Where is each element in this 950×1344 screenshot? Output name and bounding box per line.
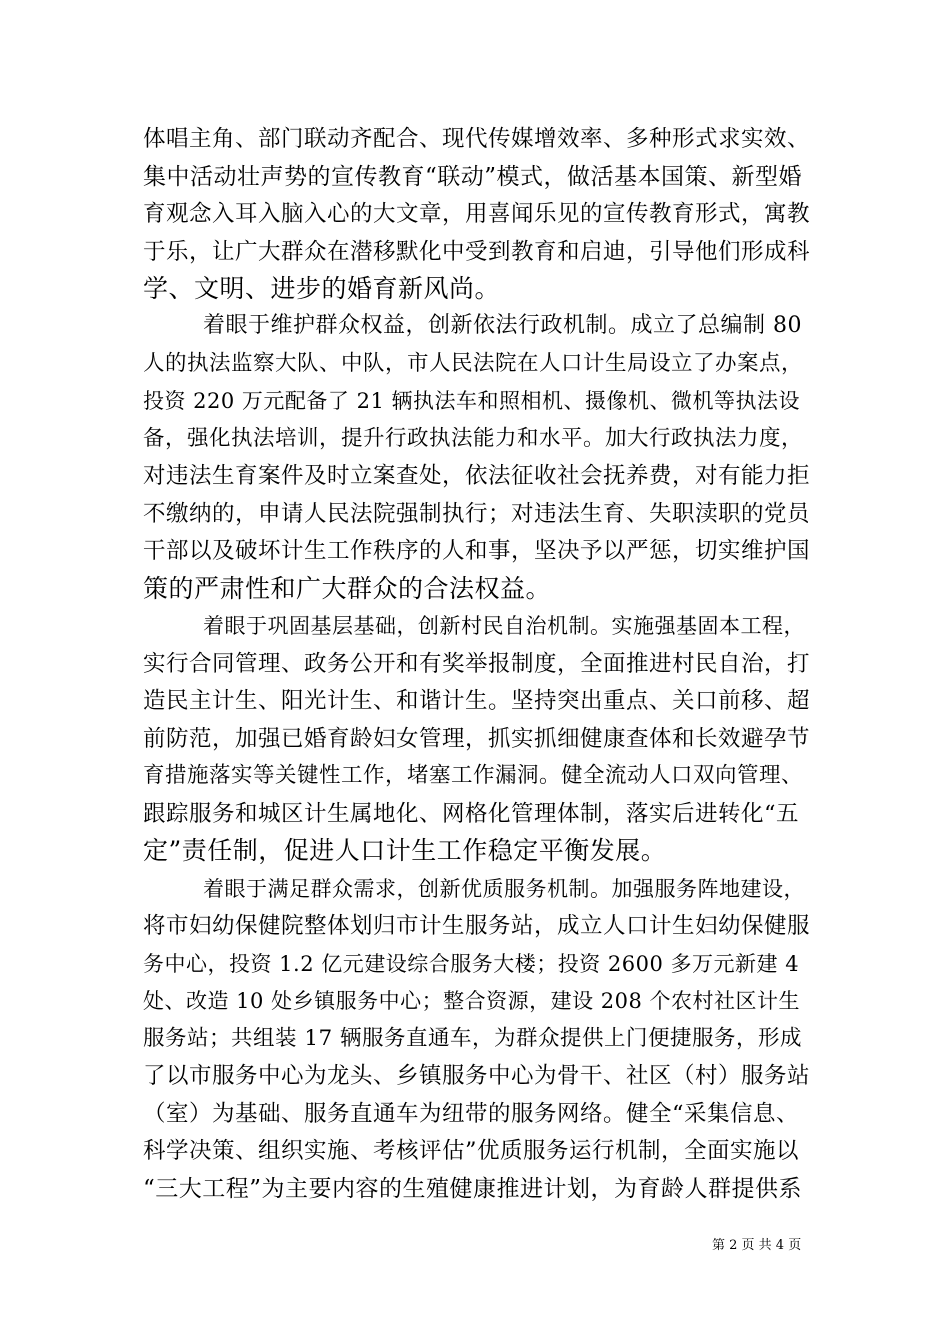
text-line: 造民主计生、阳光计生、和谐计生。坚持突出重点、关口前移、超 bbox=[143, 688, 811, 714]
text-line: 前防范，加强已婚育龄妇女管理，抓实抓细健康查体和长效避孕节 bbox=[143, 726, 811, 752]
text-line: 将市妇幼保健院整体划归市计生服务站，成立人口计生妇幼保健服 bbox=[143, 913, 811, 939]
text-line: 投资 220 万元配备了 21 辆执法车和照相机、摄像机、微机等执法设 bbox=[143, 389, 801, 413]
text-line: 人的执法监察大队、中队，市人民法院在人口计生局设立了办案点， bbox=[143, 351, 804, 376]
text-line: 实行合同管理、政务公开和有奖举报制度，全面推进村民自治，打 bbox=[143, 651, 811, 677]
text-line: 学、文明、进步的婚育新风尚。 bbox=[143, 274, 501, 303]
text-line: 对违法生育案件及时立案查处，依法征收社会抚养费，对有能力拒 bbox=[143, 463, 811, 489]
paragraph-first-line: 着眼于满足群众需求，创新优质服务机制。加强服务阵地建设， bbox=[203, 877, 805, 901]
text-line: 体唱主角、部门联动齐配合、现代传媒增效率、多种形式求实效、 bbox=[143, 126, 811, 152]
text-line: 处、改造 10 处乡镇服务中心；整合资源，建设 208 个农村社区计生 bbox=[143, 989, 801, 1013]
text-line: 备，强化执法培训，提升行政执法能力和水平。加大行政执法力度， bbox=[143, 426, 804, 451]
text-line: 育措施落实等关键性工作，堵塞工作漏洞。健全流动人口双向管理、 bbox=[143, 763, 804, 788]
text-line: 策的严肃性和广大群众的合法权益。 bbox=[143, 574, 552, 603]
paragraph-first-line: 着眼于巩固基层基础，创新村民自治机制。实施强基固本工程， bbox=[203, 614, 805, 638]
text-line: “三大工程”为主要内容的生殖健康推进计划，为育龄人群提供系 bbox=[143, 1176, 803, 1202]
text-line: 集中活动壮声势的宣传教育“联动”模式，做活基本国策、新型婚 bbox=[143, 164, 803, 190]
text-line: 了以市服务中心为龙头、乡镇服务中心为骨干、社区（村）服务站 bbox=[143, 1063, 811, 1089]
paragraph-first-line: 着眼于维护群众权益，创新依法行政机制。成立了总编制 80 bbox=[203, 313, 802, 338]
text-line: 务中心，投资 1.2 亿元建设综合服务大楼；投资 2600 多万元新建 4 bbox=[143, 952, 800, 976]
text-line: 跟踪服务和城区计生属地化、网格化管理体制，落实后进转化“五 bbox=[143, 801, 800, 827]
text-line: 育观念入耳入脑入心的大文章，用喜闻乐见的宣传教育形式，寓教 bbox=[143, 201, 811, 227]
text-line: 干部以及破坏计生工作秩序的人和事，坚决予以严惩，切实维护国 bbox=[143, 538, 811, 564]
text-line: 定”责任制，促进人口计生工作稳定平衡发展。 bbox=[143, 836, 667, 865]
page-number: 第 2 页 共 4 页 bbox=[712, 1238, 802, 1253]
text-line: （室）为基础、服务直通车为纽带的服务网络。健全“采集信息、 bbox=[143, 1101, 800, 1127]
text-line: 服务站；共组装 17 辆服务直通车，为群众提供上门便捷服务，形成 bbox=[143, 1026, 803, 1051]
text-line: 于乐，让广大群众在潜移默化中受到教育和启迪，引导他们形成科 bbox=[143, 239, 811, 265]
text-line: 不缴纳的，申请人民法院强制执行；对违法生育、失职渎职的党员 bbox=[143, 501, 811, 527]
text-line: 科学决策、组织实施、考核评估”优质服务运行机制，全面实施以 bbox=[143, 1138, 800, 1164]
